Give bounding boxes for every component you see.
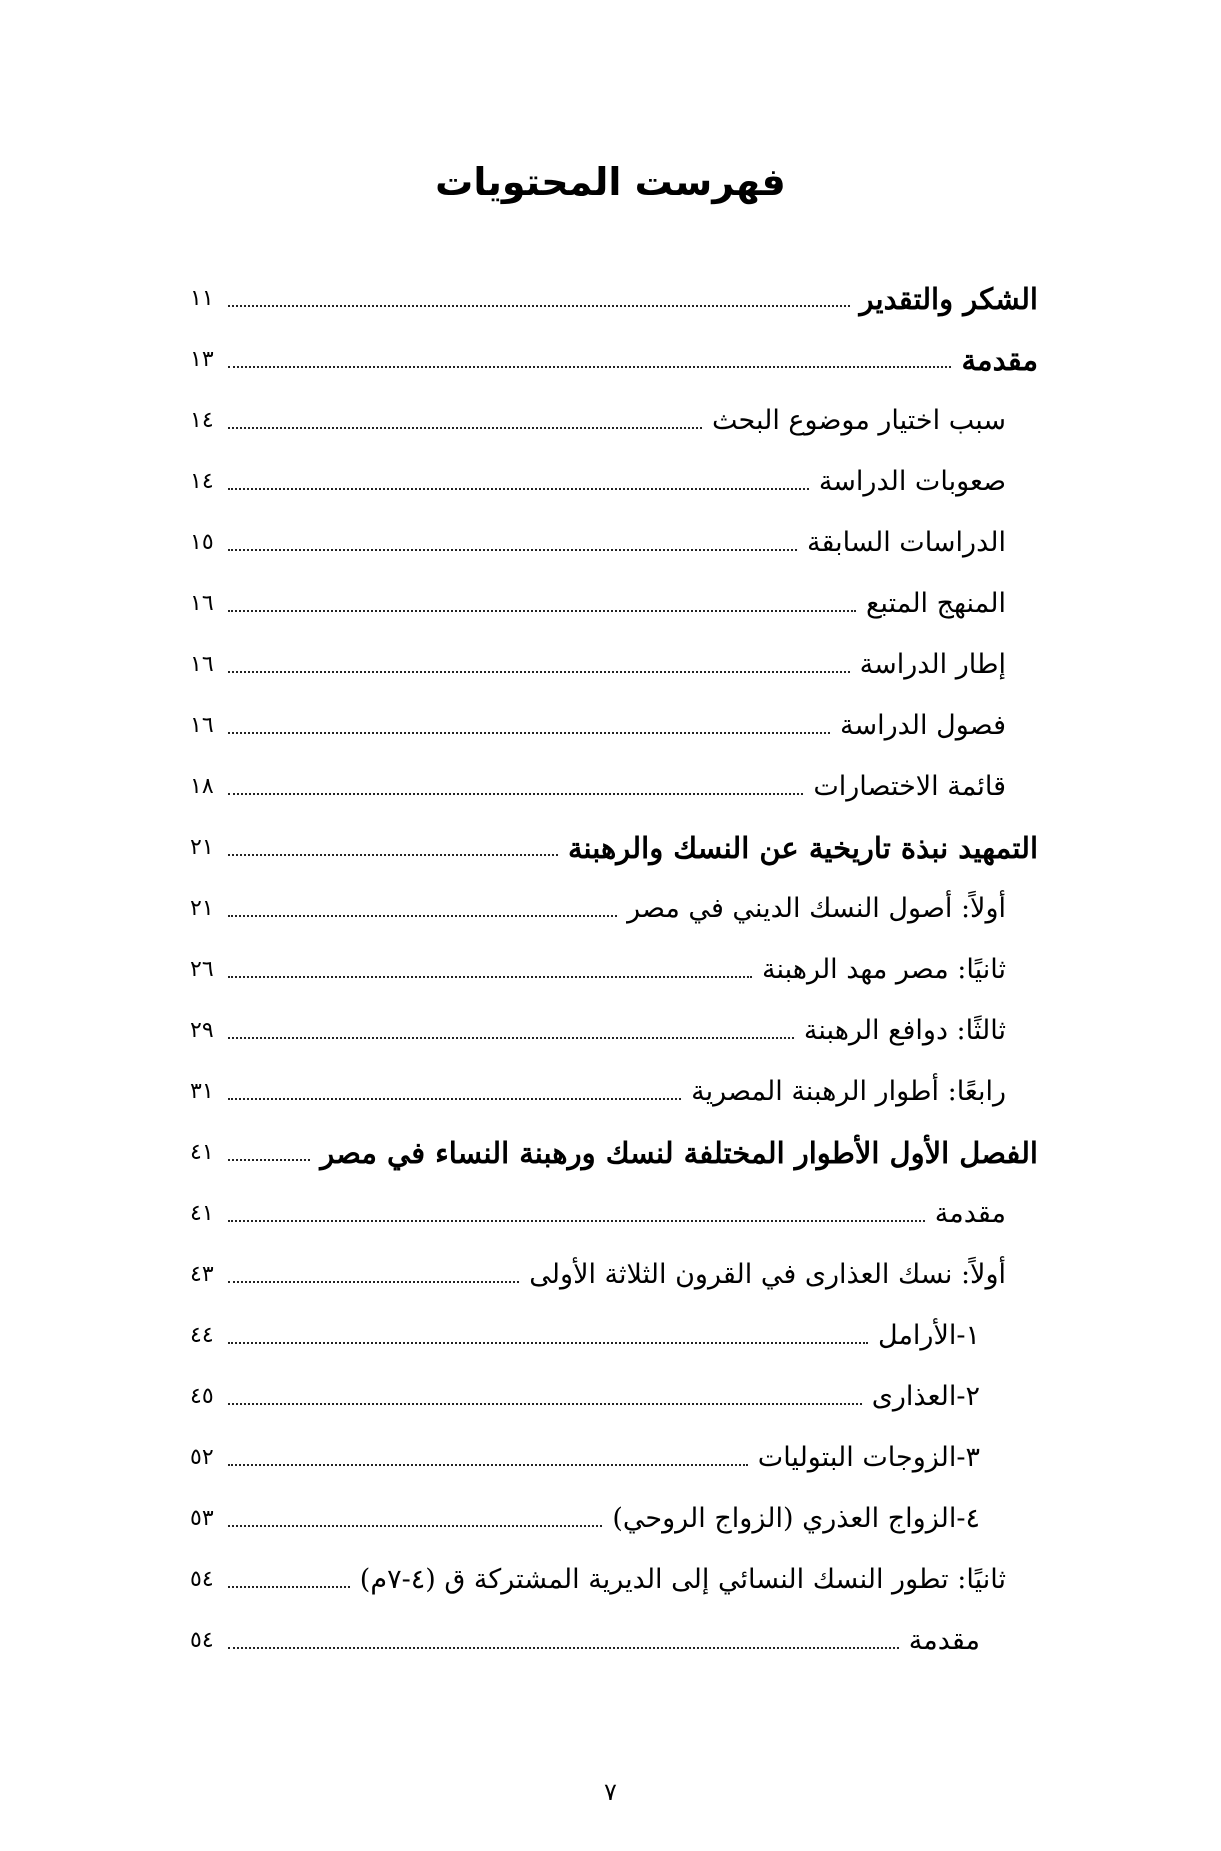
toc-entry[interactable] xyxy=(190,1183,1038,1244)
toc-entry-page-number: ٣١ xyxy=(190,1079,214,1104)
toc-entry-label: رابعًا: أطوار الرهبنة المصرية xyxy=(691,1076,1006,1107)
dot-leader xyxy=(228,1220,925,1222)
page-title: فهرست المحتويات xyxy=(435,160,786,204)
toc-entry-page-number: ٢٦ xyxy=(190,957,214,982)
toc-entry-page-number: ١٨ xyxy=(190,774,214,799)
toc-entry[interactable] xyxy=(190,1122,1038,1183)
toc-entry-label: الشكر والتقدير xyxy=(859,281,1038,316)
toc-entry-page-number: ٤٤ xyxy=(190,1323,214,1348)
dot-leader xyxy=(228,1586,350,1588)
toc-entry-page-number: ٥٤ xyxy=(190,1628,214,1653)
dot-leader xyxy=(228,1464,748,1466)
toc-entry-page-number: ٢١ xyxy=(190,896,214,921)
dot-leader xyxy=(228,732,830,734)
toc-entry-label: ثانيًا: مصر مهد الرهبنة xyxy=(762,954,1006,985)
toc-entry-page-number: ٥٢ xyxy=(190,1445,214,1470)
dot-leader xyxy=(228,305,850,307)
toc-entry[interactable] xyxy=(190,390,1038,451)
table-of-contents xyxy=(190,268,1038,1671)
toc-entry[interactable] xyxy=(190,1000,1038,1061)
dot-leader xyxy=(228,488,809,490)
toc-entry[interactable] xyxy=(190,451,1038,512)
dot-leader xyxy=(228,793,803,795)
toc-entry-label: ٢-العذارى xyxy=(871,1381,980,1412)
toc-entry[interactable] xyxy=(190,1610,1038,1671)
dot-leader xyxy=(228,915,617,917)
dot-leader xyxy=(228,1403,862,1405)
toc-entry-label: ٣-الزوجات البتوليات xyxy=(757,1442,980,1473)
toc-entry-label: الدراسات السابقة xyxy=(807,527,1006,558)
toc-entry-page-number: ١٤ xyxy=(190,408,214,433)
toc-entry[interactable] xyxy=(190,1427,1038,1488)
toc-entry-page-number: ٢٩ xyxy=(190,1018,214,1043)
toc-entry-page-number: ١٣ xyxy=(190,347,214,372)
toc-entry-page-number: ١٦ xyxy=(190,652,214,677)
toc-entry-label: أولاً: أصول النسك الديني في مصر xyxy=(627,893,1006,924)
toc-entry-page-number: ١٦ xyxy=(190,713,214,738)
toc-entry-page-number: ١٥ xyxy=(190,530,214,555)
toc-entry[interactable] xyxy=(190,573,1038,634)
toc-entry-page-number: ٤١ xyxy=(190,1201,214,1226)
toc-entry[interactable] xyxy=(190,512,1038,573)
toc-entry-label: صعوبات الدراسة xyxy=(818,466,1006,497)
dot-leader xyxy=(228,1342,868,1344)
dot-leader xyxy=(228,1647,899,1649)
toc-entry[interactable] xyxy=(190,1244,1038,1305)
toc-entry-label: مقدمة xyxy=(961,342,1038,377)
dot-leader xyxy=(228,976,752,978)
toc-entry-page-number: ٤٥ xyxy=(190,1384,214,1409)
toc-entry[interactable] xyxy=(190,634,1038,695)
dot-leader xyxy=(228,1037,794,1039)
page-number: ٧ xyxy=(604,1778,617,1806)
toc-entry[interactable] xyxy=(190,268,1038,329)
toc-entry-label: مقدمة xyxy=(908,1625,980,1656)
dot-leader xyxy=(228,1281,519,1283)
toc-entry[interactable] xyxy=(190,878,1038,939)
toc-entry[interactable] xyxy=(190,695,1038,756)
toc-entry-page-number: ٤٣ xyxy=(190,1262,214,1287)
toc-entry[interactable] xyxy=(190,1366,1038,1427)
toc-entry-page-number: ٤١ xyxy=(190,1140,214,1165)
toc-entry[interactable] xyxy=(190,939,1038,1000)
dot-leader xyxy=(228,610,856,612)
toc-entry-page-number: ٥٣ xyxy=(190,1506,214,1531)
dot-leader xyxy=(228,854,558,856)
toc-entry-label: التمهيد نبذة تاريخية عن النسك والرهبنة xyxy=(567,830,1038,865)
toc-entry-page-number: ١٤ xyxy=(190,469,214,494)
dot-leader xyxy=(228,1098,681,1100)
toc-entry-label: سبب اختيار موضوع البحث xyxy=(712,405,1006,436)
toc-entry[interactable] xyxy=(190,1488,1038,1549)
toc-entry[interactable] xyxy=(190,756,1038,817)
toc-entry-label: أولاً: نسك العذارى في القرون الثلاثة الأولى xyxy=(529,1259,1006,1290)
toc-entry-label: ثانيًا: تطور النسك النسائي إلى الديرية المشتركة ق (٤-٧م) xyxy=(359,1564,1006,1595)
toc-entry-label: ٤-الزواج العذري (الزواج الروحي) xyxy=(612,1503,980,1534)
toc-entry-page-number: ١١ xyxy=(190,286,214,311)
toc-entry-label: إطار الدراسة xyxy=(859,649,1006,680)
toc-entry[interactable] xyxy=(190,1549,1038,1610)
toc-entry-page-number: ٢١ xyxy=(190,835,214,860)
toc-entry[interactable] xyxy=(190,1061,1038,1122)
dot-leader xyxy=(228,1159,310,1161)
toc-entry-label: ١-الأرامل xyxy=(878,1320,980,1351)
toc-entry-label: مقدمة xyxy=(934,1198,1006,1229)
dot-leader xyxy=(228,671,850,673)
toc-entry-label: قائمة الاختصارات xyxy=(813,771,1006,802)
dot-leader xyxy=(228,366,951,368)
toc-entry-label: ثالثًا: دوافع الرهبنة xyxy=(803,1015,1006,1046)
dot-leader xyxy=(228,549,797,551)
dot-leader xyxy=(228,427,702,429)
toc-entry-label: فصول الدراسة xyxy=(839,710,1006,741)
toc-entry[interactable] xyxy=(190,329,1038,390)
toc-entry-label: الفصل الأول الأطوار المختلفة لنسك ورهبنة النساء في مصر xyxy=(320,1135,1038,1170)
toc-entry[interactable] xyxy=(190,817,1038,878)
toc-entry-page-number: ٥٤ xyxy=(190,1567,214,1592)
dot-leader xyxy=(228,1525,602,1527)
toc-entry[interactable] xyxy=(190,1305,1038,1366)
toc-entry-label: المنهج المتبع xyxy=(866,588,1006,619)
toc-entry-page-number: ١٦ xyxy=(190,591,214,616)
